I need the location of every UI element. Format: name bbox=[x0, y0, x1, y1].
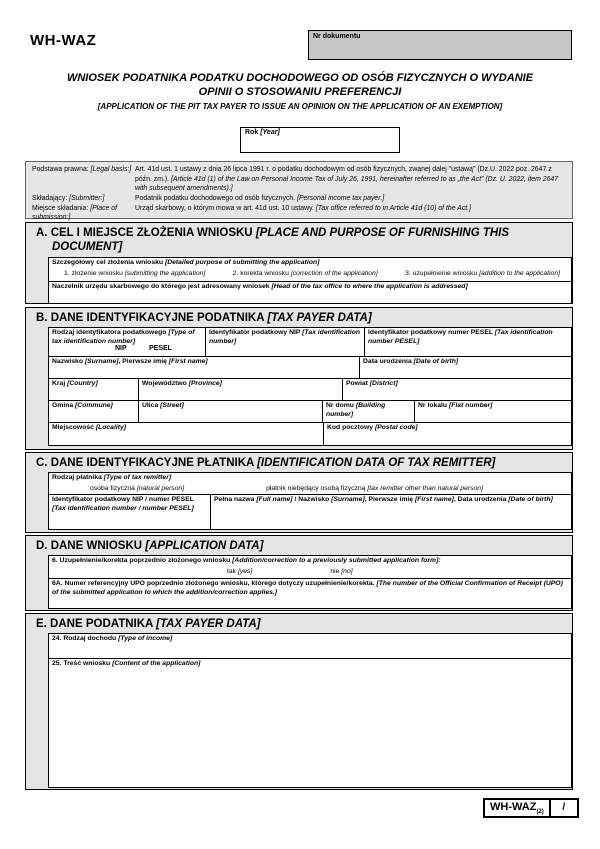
submitter-row: Składający: [Submitter:] Podatnik podatku dochodowego od osób fizycznych. [Personal income tax payer.] bbox=[32, 194, 385, 202]
form-title-line1: WNIOSEK PODATNIKA PODATKU DOCHODOWEGO OD OSÓB FIZYCZNYCH O WYDANIE bbox=[66, 72, 534, 84]
year-label-en: [Year] bbox=[260, 129, 280, 136]
section-c-title: C. DANE IDENTYFIKACYJNE PŁATNIKA [IDENTIFICATION DATA OF TAX REMITTER] bbox=[36, 457, 496, 469]
option-correction[interactable]: 2. korekta wniosku [correction of the application] bbox=[232, 269, 378, 277]
q6-correction-field[interactable]: 6. Uzupełnienie/korekta poprzednio złożonego wniosku [Addition/correction to a previously submitted application form]: tak [yes] nie [no] bbox=[48, 555, 572, 579]
form-code-title: WH-WAZ bbox=[30, 32, 97, 49]
section-a bbox=[25, 222, 573, 304]
street-field[interactable]: Ulica [Street] bbox=[138, 400, 323, 423]
year-label: Rok bbox=[245, 129, 259, 136]
year-field[interactable] bbox=[240, 127, 400, 153]
doc-number-box bbox=[308, 30, 572, 60]
remitter-type-field[interactable]: Rodzaj płatnika [Type of tax remitter] osoba fizyczna [natural person] płatnik niebędący osobą fizyczną [tax remitter other than natural person] bbox=[48, 472, 572, 495]
commune-field[interactable]: Gmina [Commune] bbox=[48, 400, 139, 423]
locality-field[interactable]: Miejscowość [Locality] bbox=[48, 422, 324, 446]
section-d-title: D. DANE WNIOSKU [APPLICATION DATA] bbox=[36, 540, 264, 552]
non-natural-person-option[interactable]: płatnik niebędący osobą fizyczną [tax remitter other than natural person] bbox=[266, 485, 483, 493]
q6a-upo-reference-field[interactable]: 6A. Numer referencyjny UPO poprzednio złożonego wniosku, którego dotyczy uzupełnienie/korekta. [The number of the Official Confirmation of Receipt (UPO) of the submitted application to which the addition/correction applies.] bbox=[48, 578, 572, 609]
legal-basis-box bbox=[25, 161, 573, 222]
postal-code-field[interactable]: Kod pocztowy [Postal code] bbox=[323, 422, 572, 446]
footer-form-code: $WH-WAZ_{(2)}$ bbox=[483, 798, 551, 818]
flat-number-field[interactable]: Nr lokalu [Flat number] bbox=[414, 400, 572, 423]
option-addition[interactable]: 3. uzupełnienie wniosku [addition to the application] bbox=[405, 269, 560, 277]
section-b bbox=[25, 307, 573, 450]
id-type-field[interactable]: Rodzaj identyfikatora podatkowego [Type of tax identification number] NIP PESEL bbox=[48, 327, 206, 357]
legal-basis-row: Podstawa prawna: [Legal basis:] Art. 41d ust. 1 ustawy z dnia 26 lipca 1991 r. o podatku dochodowym od osób fizycznych, zwanej dalej "ustawą" (Dz.U. 2022 poz. 2647 z późn. zm.). [Article 41d (1) of the Law on Personal Income Tax of July 26, 1991, hereinafter referred to as „the Act” (Dz. U. 2022, item 2647 with subsequent amendments).] bbox=[32, 166, 559, 193]
nip-field[interactable]: Identyfikator podatkowy NIP [Tax identification number] bbox=[205, 327, 365, 357]
nip-option[interactable]: NIP bbox=[115, 345, 127, 353]
place-of-submission-row: Miejsce składania: [Place of submission:] Urząd skarbowy, o którym mowa w art. 41d ust. 10 ustawy. [Tax office referred to in Article 41d (10) of the Act.] bbox=[32, 204, 472, 222]
section-a-title: A. CEL I MIEJSCE ZŁOŻENIA WNIOSKU [PLACE AND PURPOSE OF FURNISHING THIS DOCUMENT] bbox=[36, 227, 510, 254]
birth-date-field[interactable]: Data urodzenia [Date of birth] bbox=[359, 356, 572, 379]
section-c bbox=[25, 452, 573, 533]
form-title bbox=[0, 71, 600, 111]
section-e-title: E. DANE PODATNIKA [TAX PAYER DATA] bbox=[36, 618, 261, 630]
no-option[interactable]: nie [no] bbox=[330, 568, 353, 576]
footer-version: (2) bbox=[536, 809, 544, 816]
country-field[interactable]: Kraj [Country] bbox=[48, 378, 139, 401]
remitter-name-field[interactable]: Pełna nazwa [Full name] / Nazwisko [Surname], Pierwsze imię [First name], Data urodzenia [Date of birth] bbox=[210, 494, 572, 530]
purpose-field[interactable]: Szczegółowy cel złożenia wniosku [Detailed purpose of submitting the application] 1. złożenie wniosku [submitting the application] 2. korekta wniosku [correction of the application] 3. uzupełnienie wniosku [addition to the application] bbox=[48, 257, 572, 282]
form-title-english: [APPLICATION OF THE PIT TAX PAYER TO ISSUE AN OPINION ON THE APPLICATION OF AN EXEMPTION] bbox=[97, 101, 503, 111]
yes-option[interactable]: tak [yes] bbox=[227, 568, 253, 576]
province-field[interactable]: Województwo [Province] bbox=[138, 378, 343, 401]
building-number-field[interactable]: Nr domu [Building number] bbox=[322, 400, 415, 423]
tax-office-field[interactable]: Naczelnik urzędu skarbowego do którego jest adresowany wniosek [Head of the tax office to where the application is addressed] bbox=[48, 281, 572, 304]
form-title-line2: OPINII O STOSOWANIU PREFERENCJI bbox=[198, 86, 402, 99]
section-b-title: B. DANE IDENTYFIKACYJNE PODATNIKA [TAX PAYER DATA] bbox=[36, 312, 372, 324]
doc-number-label: Nr dokumentu bbox=[313, 33, 361, 40]
section-e bbox=[25, 613, 573, 790]
surname-firstname-field[interactable]: Nazwisko [Surname], Pierwsze imię [First name] bbox=[48, 356, 360, 379]
natural-person-option[interactable]: osoba fizyczna [natural person] bbox=[90, 485, 185, 493]
pesel-option[interactable]: PESEL bbox=[149, 345, 172, 353]
income-type-field[interactable]: 24. Rodzaj dochodu [Type of income] bbox=[48, 633, 572, 659]
pesel-field[interactable]: Identyfikator podatkowy numer PESEL [Tax identification number PESEL] bbox=[364, 327, 572, 357]
section-d bbox=[25, 535, 573, 611]
application-content-field[interactable]: 25. Treść wniosku [Content of the application] bbox=[48, 658, 572, 788]
page-number-box: / bbox=[551, 798, 579, 818]
remitter-id-field[interactable]: Identyfikator podatkowy NIP / numer PESEL [Tax identification number / number PESEL] bbox=[48, 494, 211, 530]
option-submit-application[interactable]: 1. złożenie wniosku [submitting the application] bbox=[64, 269, 206, 277]
footer bbox=[483, 798, 579, 818]
district-field[interactable]: Powiat [District] bbox=[342, 378, 572, 401]
